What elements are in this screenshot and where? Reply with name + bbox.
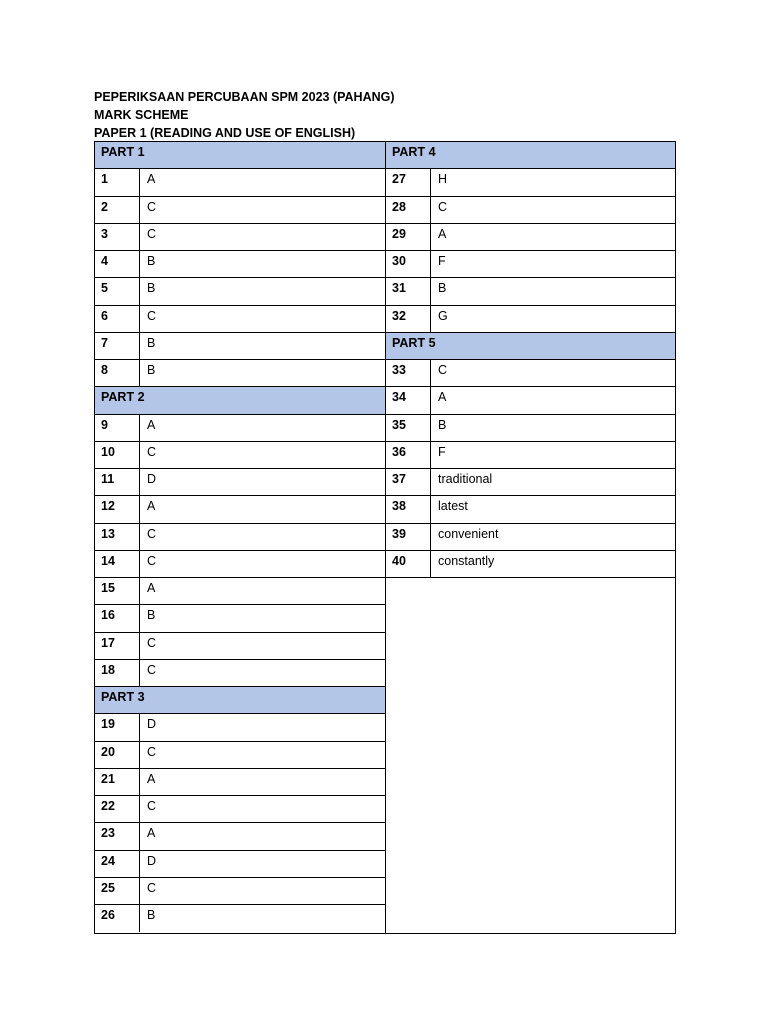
part-header [95, 142, 385, 169]
question-number: 1 [95, 169, 140, 195]
answer-row [95, 578, 385, 605]
answer-row [95, 905, 385, 932]
exam-title: PEPERIKSAAN PERCUBAAN SPM 2023 (PAHANG) [94, 90, 395, 104]
part-header [386, 142, 675, 169]
question-number: 36 [386, 442, 431, 468]
answer-row [386, 469, 675, 496]
answer-row [95, 660, 385, 687]
part-label: PART 4 [392, 145, 436, 159]
question-number: 11 [95, 469, 140, 495]
question-number: 30 [386, 251, 431, 277]
answer-value: A [147, 172, 156, 187]
answer-row [95, 605, 385, 632]
question-number: 38 [386, 496, 431, 522]
answer-row [95, 224, 385, 251]
answer-row [95, 169, 385, 196]
answer-value: A [438, 390, 447, 405]
paper-title: PAPER 1 (READING AND USE OF ENGLISH) [94, 126, 356, 140]
answer-value: C [147, 799, 157, 813]
answer-row [386, 251, 675, 278]
answer-value: F [438, 254, 446, 268]
answer-row [386, 278, 675, 305]
answer-value: A [147, 499, 156, 514]
answer-row [95, 524, 385, 551]
question-number: 39 [386, 524, 431, 550]
question-number: 19 [95, 714, 140, 740]
question-number: 18 [95, 660, 140, 686]
question-number: 2 [95, 197, 140, 223]
question-number: 29 [386, 224, 431, 250]
answer-value: B [147, 363, 156, 377]
answer-row [386, 360, 675, 387]
question-number: 16 [95, 605, 140, 631]
question-number: 33 [386, 360, 431, 386]
question-number: 9 [95, 415, 140, 441]
answer-value: C [147, 308, 157, 323]
question-number: 3 [95, 224, 140, 250]
answer-row [386, 387, 675, 414]
question-number: 7 [95, 333, 140, 359]
question-number: 8 [95, 360, 140, 386]
answer-value: A [438, 226, 447, 241]
answer-value: traditional [438, 472, 493, 486]
question-number: 15 [95, 578, 140, 604]
answer-row [95, 278, 385, 305]
question-number: 32 [386, 306, 431, 332]
part-label: PART 2 [101, 390, 145, 405]
part-label: PART 1 [101, 145, 145, 159]
answer-row [95, 742, 385, 769]
answer-row [386, 224, 675, 251]
answer-value: D [147, 853, 157, 868]
part-label: PART 3 [101, 690, 145, 704]
answer-row [386, 524, 675, 551]
answer-row [95, 714, 385, 741]
answer-row [386, 415, 675, 442]
question-number: 20 [95, 742, 140, 768]
answer-row [95, 878, 385, 905]
answer-value: A [147, 417, 156, 432]
answer-value: C [147, 880, 157, 895]
answer-value: A [147, 581, 156, 595]
answer-value: A [147, 771, 156, 786]
question-number: 6 [95, 306, 140, 332]
question-number: 13 [95, 524, 140, 550]
answer-value: B [438, 281, 447, 296]
answer-value: B [147, 335, 156, 350]
answer-row [95, 333, 385, 360]
answer-value: D [147, 717, 157, 732]
answer-value: C [147, 226, 157, 241]
answer-value: B [438, 417, 447, 432]
document-heading [94, 88, 395, 142]
answer-value: C [147, 635, 157, 650]
answer-row [95, 197, 385, 224]
answer-value: C [438, 199, 448, 214]
question-number: 24 [95, 851, 140, 877]
answer-row [95, 469, 385, 496]
question-number: 22 [95, 796, 140, 822]
part-header [386, 333, 675, 360]
answer-value: C [147, 553, 157, 568]
answer-value: B [147, 908, 156, 922]
question-number: 21 [95, 769, 140, 795]
answer-value: B [147, 608, 156, 623]
answer-value: D [147, 472, 157, 486]
answer-row [95, 551, 385, 578]
part-header [95, 387, 385, 414]
answer-value: H [438, 172, 448, 187]
question-number: 34 [386, 387, 431, 413]
question-number: 23 [95, 823, 140, 849]
answer-value: C [147, 526, 157, 541]
question-number: 25 [95, 878, 140, 904]
question-number: 40 [386, 551, 431, 577]
answer-row [386, 551, 675, 578]
answer-row [95, 496, 385, 523]
mark-scheme-title: MARK SCHEME [94, 108, 189, 122]
question-number: 12 [95, 496, 140, 522]
answer-row [95, 769, 385, 796]
answer-row [386, 197, 675, 224]
answer-row [95, 306, 385, 333]
part-header [95, 687, 385, 714]
answer-column-right [386, 142, 675, 933]
question-number: 14 [95, 551, 140, 577]
answer-value: A [147, 826, 156, 841]
answer-value: C [147, 444, 157, 459]
question-number: 27 [386, 169, 431, 195]
answer-row [386, 306, 675, 333]
part-label: PART 5 [392, 335, 436, 350]
answer-row [95, 823, 385, 850]
answer-row [95, 796, 385, 823]
answer-value: C [147, 662, 157, 677]
question-number: 5 [95, 278, 140, 304]
answer-row [95, 251, 385, 278]
answer-column-left [95, 142, 386, 933]
answer-value: constantly [438, 553, 495, 568]
answer-row [386, 169, 675, 196]
answer-value: B [147, 254, 156, 268]
question-number: 35 [386, 415, 431, 441]
answer-value: C [438, 363, 448, 377]
question-number: 10 [95, 442, 140, 468]
answer-value: C [147, 199, 157, 214]
question-number: 17 [95, 633, 140, 659]
question-number: 26 [95, 905, 140, 932]
question-number: 28 [386, 197, 431, 223]
answer-row [386, 442, 675, 469]
answer-row [95, 415, 385, 442]
answer-table [94, 141, 676, 934]
answer-value: convenient [438, 526, 499, 541]
answer-value: G [438, 308, 448, 323]
answer-value: C [147, 744, 157, 759]
question-number: 4 [95, 251, 140, 277]
answer-value: B [147, 281, 156, 296]
question-number: 37 [386, 469, 431, 495]
answer-row [95, 360, 385, 387]
answer-value: latest [438, 499, 468, 514]
answer-row [95, 442, 385, 469]
answer-row [95, 633, 385, 660]
answer-row [95, 851, 385, 878]
answer-row [386, 496, 675, 523]
answer-value: F [438, 444, 446, 459]
question-number: 31 [386, 278, 431, 304]
